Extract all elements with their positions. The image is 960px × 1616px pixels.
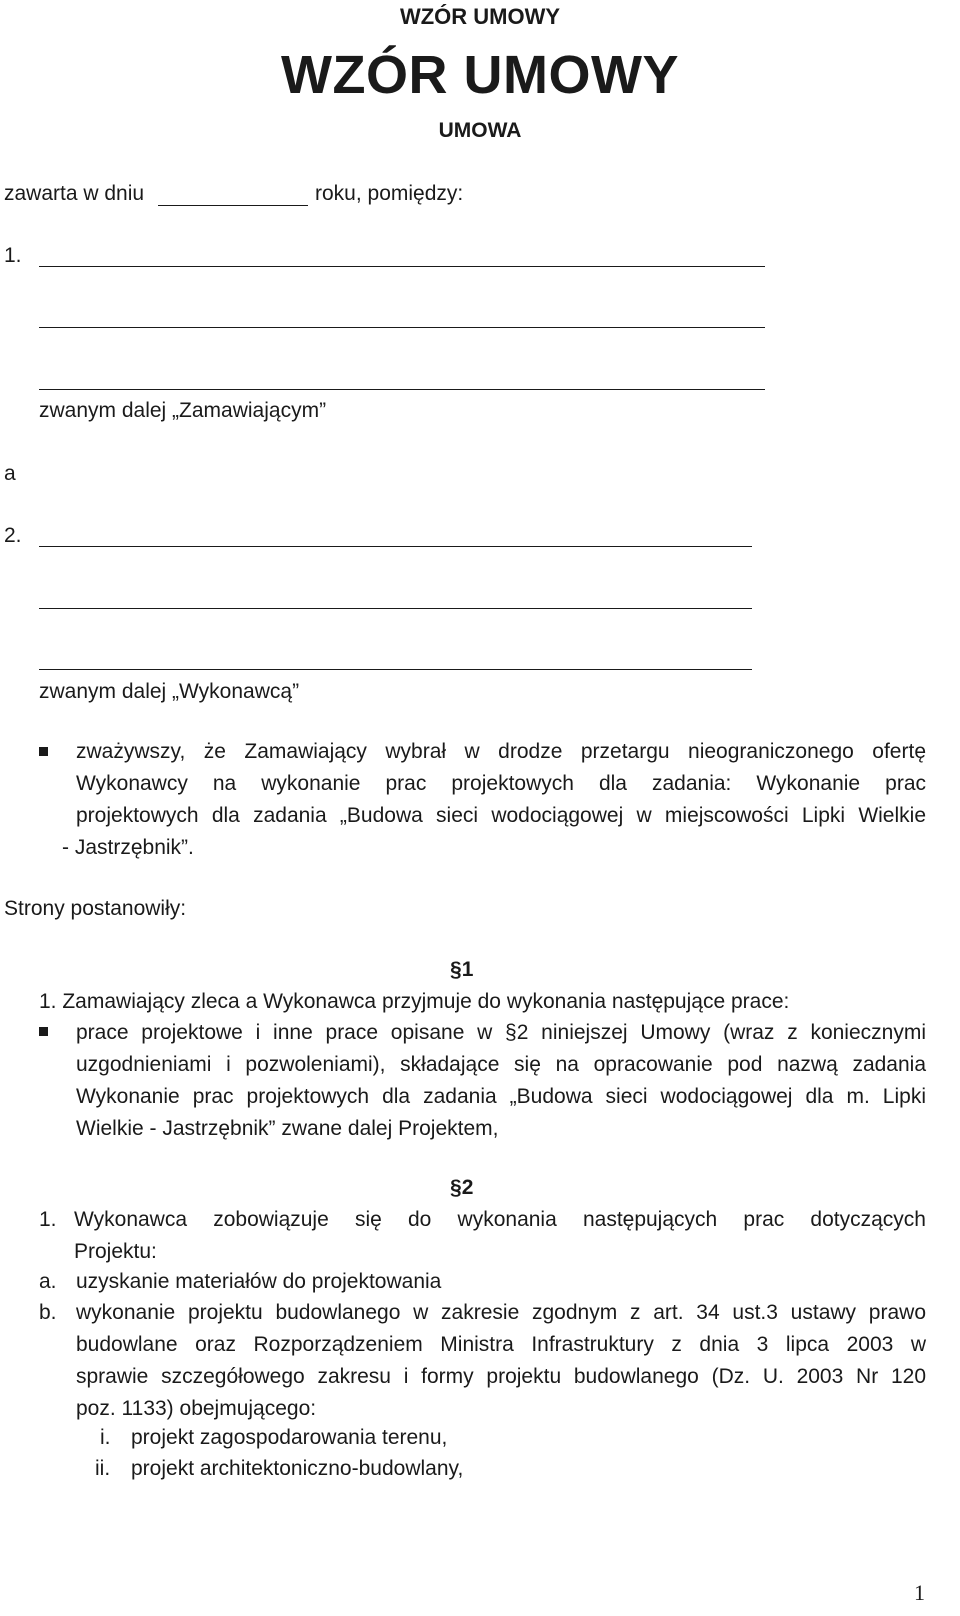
agreement-heading: UMOWA (438, 119, 522, 142)
section-1-line: prace projektowe i inne prace opisane w §2 niniejszej Umowy (wraz z koniecznymi (76, 1021, 926, 1044)
concluded-prefix: zawarta w dniu (4, 182, 145, 205)
whereas-line: projektowych dla zadania „Budowa sieci wodociągowej w miejscowości Lipki Wielkie (76, 804, 926, 827)
section-2-item-b-line: wykonanie projektu budowlanego w zakresie zgodnym z art. 34 ust.3 ustawy prawo (76, 1301, 926, 1324)
section-2-item-1-line: Projektu: (74, 1240, 157, 1263)
bullet-icon (39, 747, 48, 756)
subitem-text: projekt architektoniczno-budowlany, (131, 1457, 464, 1480)
page-number: 1 (914, 1580, 925, 1605)
bullet-icon (39, 1027, 48, 1036)
section-2-item-a-text: uzyskanie materiałów do projektowania (76, 1270, 442, 1293)
concluded-suffix: roku, pomiędzy: (315, 182, 464, 205)
party2-designation: zwanym dalej „Wykonawcą” (39, 680, 300, 703)
section-2-item-b-line: sprawie szczegółowego zakresu i formy projektu budowlanego (Dz. U. 2003 Nr 120 (76, 1365, 926, 1388)
section-1-heading: §1 (450, 958, 474, 981)
party1-blank-line-2 (39, 327, 765, 328)
subitem-text: projekt zagospodarowania terenu, (131, 1426, 448, 1449)
section-2-item-b-text (76, 1297, 926, 1425)
party2-blank-line-2 (39, 608, 752, 609)
party1-designation: zwanym dalej „Zamawiającym” (39, 399, 327, 422)
section-2-item-1-number: 1. (39, 1208, 57, 1231)
section-1-item-1: 1. Zamawiający zleca a Wykonawca przyjmuje do wykonania następujące prace: (39, 990, 790, 1013)
party1-blank-line-1 (39, 266, 765, 267)
section-2-item-b-line: budowlane oraz Rozporządzeniem Ministra Infrastruktury z dnia 3 lipca 2003 w (76, 1333, 926, 1356)
subitem-numeral: ii. (95, 1457, 111, 1480)
party2-blank-line-1 (39, 546, 752, 547)
party1-number: 1. (4, 244, 22, 267)
subitem-numeral: i. (100, 1426, 111, 1449)
section-1-line: Wielkie - Jastrzębnik” zwane dalej Projektem, (76, 1117, 499, 1140)
section-2-heading: §2 (450, 1176, 474, 1199)
section-2-number: 2 (461, 1176, 474, 1199)
party1-blank-line-3 (39, 389, 765, 390)
whereas-line: - Jastrzębnik”. (62, 836, 194, 859)
conjunction: a (4, 462, 16, 485)
date-blank-line (158, 205, 308, 206)
section-1-bullet-text (76, 1017, 926, 1145)
running-title: WZÓR UMOWY (399, 4, 561, 29)
section-2-item-b-letter: b. (39, 1301, 57, 1324)
whereas-clause (62, 736, 926, 864)
party2-number: 2. (4, 524, 22, 547)
section-2-item-b-line: poz. 1133) obejmującego: (76, 1397, 317, 1420)
section-2-item-1-line: Wykonawca zobowiązuje się do wykonania następujących prac dotyczących (74, 1208, 926, 1231)
section-2-item-1-text (74, 1204, 926, 1268)
whereas-line: Wykonawcy na wykonanie prac projektowych dla zadania: Wykonanie prac (76, 772, 926, 795)
main-title: WZÓR UMOWY (281, 45, 679, 105)
whereas-line: zważywszy, że Zamawiający wybrał w drodze przetargu nieograniczonego ofertę (76, 740, 926, 763)
section-2-item-a-letter: a. (39, 1270, 57, 1293)
section-1-line: uzgodnieniami i pozwoleniami), składające się na opracowanie pod nazwą zadania (76, 1053, 926, 1076)
parties-agreed: Strony postanowiły: (4, 897, 187, 920)
party2-blank-line-3 (39, 669, 752, 670)
section-1-number: 1 (461, 958, 474, 981)
section-1-line: Wykonanie prac projektowych dla zadania „Budowa sieci wodociągowej dla m. Lipki (76, 1085, 926, 1108)
